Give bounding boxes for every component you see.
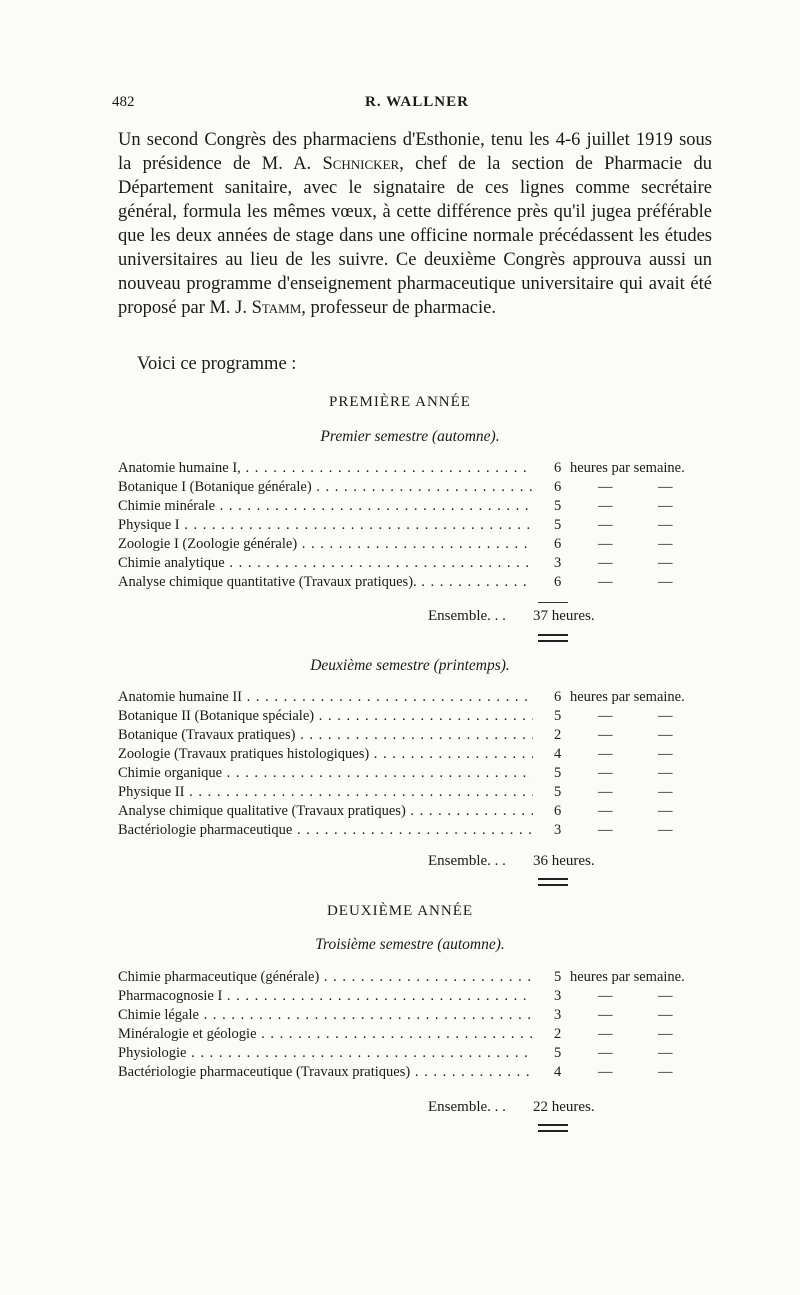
course-name: Analyse chimique quantitative (Travaux pratiques). . . . (118, 573, 533, 592)
page-header (112, 94, 722, 118)
course-hours: 3 (554, 822, 562, 838)
ditto-mark: — (598, 708, 613, 724)
ditto-mark: — (598, 765, 613, 781)
course-hours: 4 (554, 1064, 562, 1080)
course-hours: 3 (554, 1007, 562, 1023)
course-hours: 5 (554, 498, 562, 514)
hours-unit: heures par semaine. (570, 460, 685, 476)
course-row (118, 1044, 728, 1063)
total-value: 36 heures. (533, 853, 595, 869)
ditto-mark: — (658, 988, 673, 1004)
course-name: Chimie organique . . . (118, 764, 533, 783)
total-label: Ensemble. . . (428, 1099, 506, 1115)
course-row (118, 987, 728, 1006)
course-row (118, 535, 728, 554)
course-row (118, 1063, 728, 1082)
semester-1-double-rule (538, 634, 568, 642)
course-row (118, 1006, 728, 1025)
course-name: Zoologie (Travaux pratiques histologiques) . . . (118, 745, 533, 764)
ditto-mark: — (658, 822, 673, 838)
hours-unit: heures par semaine. (570, 969, 685, 985)
semester-2-total (428, 853, 595, 870)
course-row (118, 783, 728, 802)
course-name: Zoologie I (Zoologie générale) . . . (118, 535, 533, 554)
ditto-mark: — (658, 727, 673, 743)
programme-intro: Voici ce programme : (137, 354, 297, 374)
semester-1-sum-rule (538, 602, 568, 603)
total-value: 22 heures. (533, 1099, 595, 1115)
semester-1-table (118, 459, 728, 592)
course-hours: 6 (554, 460, 562, 476)
semester-3-double-rule (538, 1124, 568, 1132)
ditto-mark: — (598, 727, 613, 743)
course-row (118, 726, 728, 745)
person-name-schnicker: Schnicker (322, 154, 400, 174)
ditto-mark: — (658, 498, 673, 514)
course-name: Physique II . . . (118, 783, 533, 802)
course-row (118, 802, 728, 821)
course-hours: 6 (554, 536, 562, 552)
course-name: Chimie pharmaceutique (générale) . . . (118, 968, 533, 987)
course-row (118, 745, 728, 764)
ditto-mark: — (598, 803, 613, 819)
semester-2-double-rule (538, 878, 568, 886)
paragraph-text-1: Un second Congrès des pharmaciens d'Esthonie, tenu les 4-6 juillet 1919 sous la présidence de M. A. (118, 130, 712, 174)
ditto-mark: — (598, 479, 613, 495)
course-hours: 5 (554, 969, 562, 985)
ditto-mark: — (598, 1064, 613, 1080)
course-name: Chimie analytique . . . (118, 554, 533, 573)
course-row (118, 688, 728, 707)
ditto-mark: — (598, 1026, 613, 1042)
ditto-mark: — (658, 536, 673, 552)
course-hours: 5 (554, 765, 562, 781)
ditto-mark: — (658, 1026, 673, 1042)
course-hours: 2 (554, 727, 562, 743)
course-row (118, 1025, 728, 1044)
semester-1-total (428, 608, 595, 625)
course-name: Anatomie humaine I, . . . (118, 459, 533, 478)
course-hours: 4 (554, 746, 562, 762)
ditto-mark: — (658, 555, 673, 571)
course-row (118, 497, 728, 516)
paragraph-text-3: , professeur de pharmacie. (301, 298, 496, 318)
ditto-mark: — (658, 517, 673, 533)
running-head: R. WALLNER (365, 94, 469, 110)
course-row (118, 573, 728, 592)
semester-2-heading: Deuxième semestre (printemps). (310, 657, 510, 674)
body-paragraph (118, 128, 712, 320)
semester-1-heading: Premier semestre (automne). (320, 428, 500, 445)
ditto-mark: — (598, 822, 613, 838)
ditto-mark: — (658, 746, 673, 762)
course-name: Bactériologie pharmaceutique . . . (118, 821, 533, 840)
ditto-mark: — (598, 1045, 613, 1061)
total-label: Ensemble. . . (428, 853, 506, 869)
ditto-mark: — (598, 498, 613, 514)
course-row (118, 516, 728, 535)
course-name: Pharmacognosie I . . . (118, 987, 533, 1006)
total-value: 37 heures. (533, 608, 595, 624)
course-row (118, 968, 728, 987)
course-hours: 5 (554, 1045, 562, 1061)
course-name: Physiologie . . . (118, 1044, 533, 1063)
ditto-mark: — (658, 479, 673, 495)
ditto-mark: — (598, 555, 613, 571)
course-hours: 5 (554, 517, 562, 533)
ditto-mark: — (598, 536, 613, 552)
semester-3-heading: Troisième semestre (automne). (315, 936, 505, 953)
course-hours: 6 (554, 574, 562, 590)
ditto-mark: — (658, 765, 673, 781)
course-hours: 5 (554, 784, 562, 800)
ditto-mark: — (598, 517, 613, 533)
course-row (118, 821, 728, 840)
ditto-mark: — (658, 708, 673, 724)
course-row (118, 459, 728, 478)
hours-unit: heures par semaine. (570, 689, 685, 705)
course-row (118, 478, 728, 497)
ditto-mark: — (598, 988, 613, 1004)
total-label: Ensemble. . . (428, 608, 506, 624)
course-row (118, 554, 728, 573)
ditto-mark: — (598, 574, 613, 590)
course-hours: 5 (554, 708, 562, 724)
course-name: Analyse chimique qualitative (Travaux pratiques) . . . (118, 802, 533, 821)
course-hours: 6 (554, 803, 562, 819)
page-number: 482 (112, 94, 135, 110)
ditto-mark: — (658, 1045, 673, 1061)
semester-3-table (118, 968, 728, 1082)
ditto-mark: — (598, 1007, 613, 1023)
course-name: Minéralogie et géologie . . . (118, 1025, 533, 1044)
course-name: Bactériologie pharmaceutique (Travaux pratiques) . . . (118, 1063, 533, 1082)
course-row (118, 764, 728, 783)
ditto-mark: — (598, 784, 613, 800)
semester-3-total (428, 1099, 595, 1116)
ditto-mark: — (658, 1064, 673, 1080)
course-name: Botanique I (Botanique générale) . . . (118, 478, 533, 497)
course-hours: 6 (554, 689, 562, 705)
year-2-heading: DEUXIÈME ANNÉE (326, 903, 474, 919)
semester-2-table (118, 688, 728, 840)
year-1-heading: PREMIÈRE ANNÉE (329, 394, 471, 410)
course-name: Chimie légale . . . (118, 1006, 533, 1025)
person-name-stamm: Stamm (251, 298, 302, 318)
ditto-mark: — (658, 784, 673, 800)
course-row (118, 707, 728, 726)
course-hours: 6 (554, 479, 562, 495)
ditto-mark: — (658, 803, 673, 819)
ditto-mark: — (658, 1007, 673, 1023)
course-name: Physique I . . . (118, 516, 533, 535)
course-name: Botanique (Travaux pratiques) . . . (118, 726, 533, 745)
course-hours: 3 (554, 555, 562, 571)
course-hours: 3 (554, 988, 562, 1004)
course-name: Anatomie humaine II . . . (118, 688, 533, 707)
course-hours: 2 (554, 1026, 562, 1042)
ditto-mark: — (658, 574, 673, 590)
course-name: Botanique II (Botanique spéciale) . . . (118, 707, 533, 726)
course-name: Chimie minérale . . . (118, 497, 533, 516)
ditto-mark: — (598, 746, 613, 762)
paragraph-text-2: , chef de la section de Pharmacie du Département sanitaire, avec le signataire de ces lignes comme secrétaire général, formula les mêmes vœux, à cette différence près qu'il jugea préférable que les deux années de stage dans une officine normale précédassent les études universitaires au lieu de les suivre. Ce deuxième Congrès approuva aussi un nouveau programme d'enseignement pharmaceutique universitaire qui avait été proposé par M. J. (118, 154, 712, 318)
